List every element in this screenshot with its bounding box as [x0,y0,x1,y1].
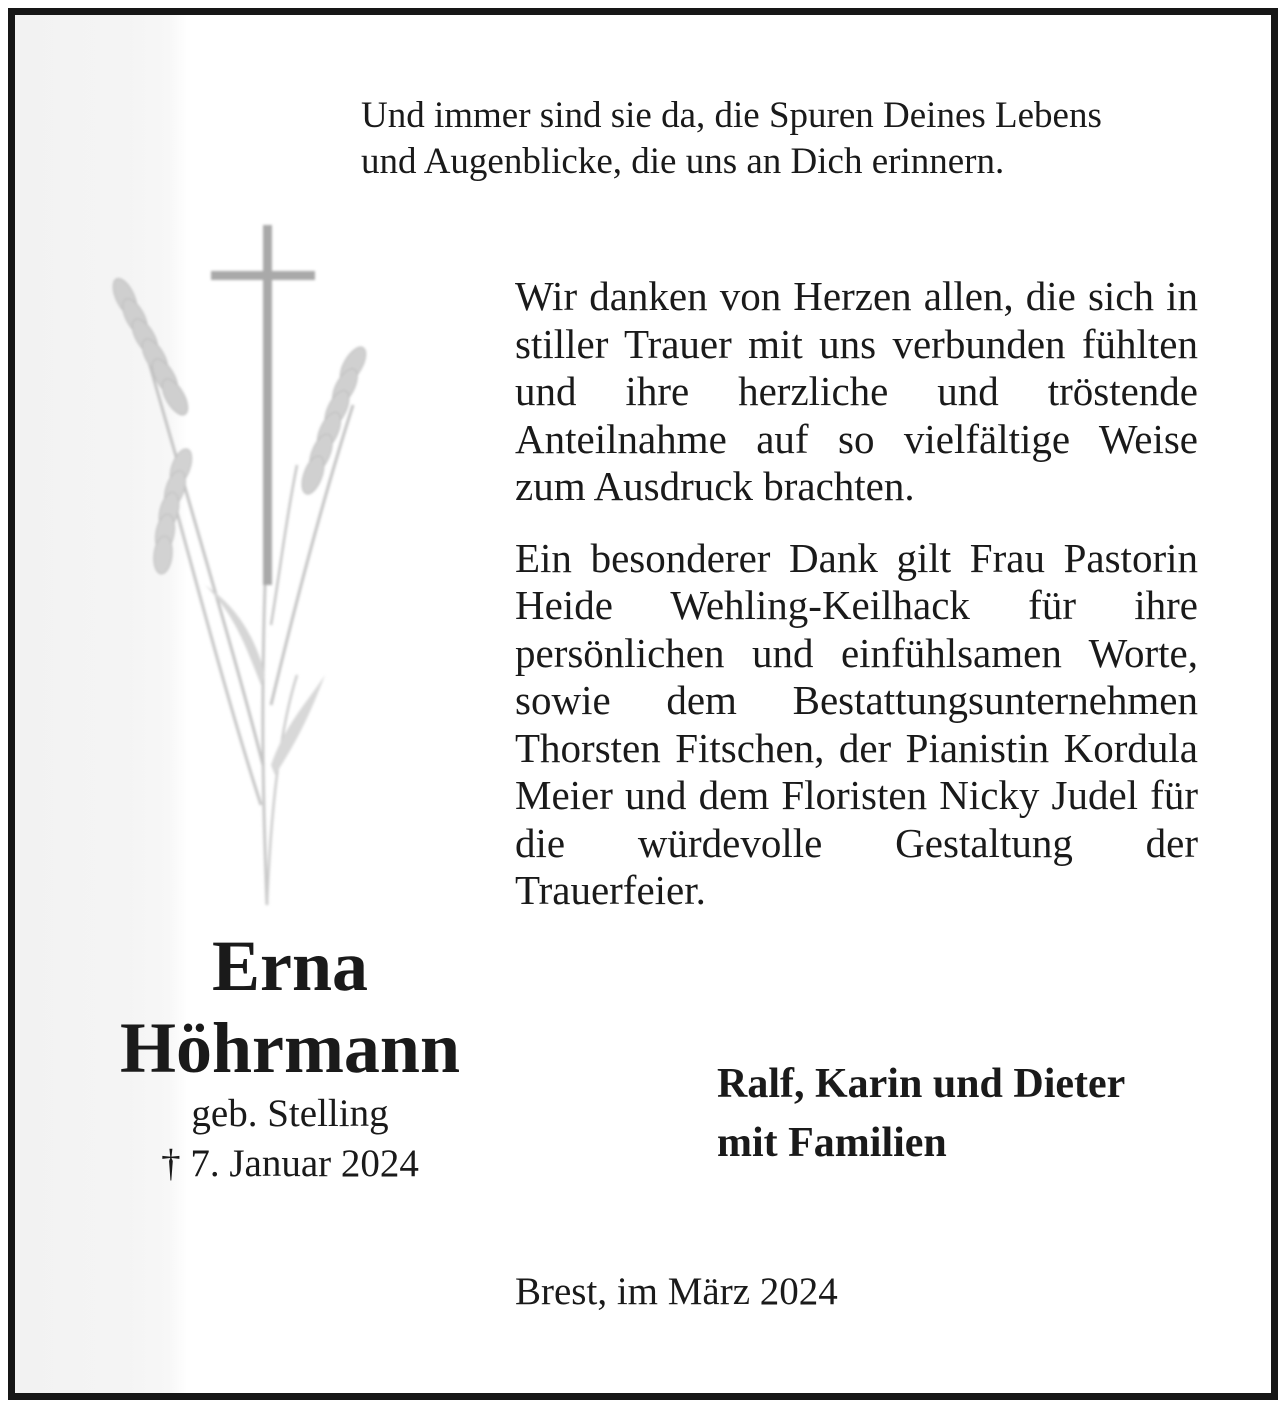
deceased-first-name: Erna [211,926,369,1006]
deceased-block [70,925,510,1189]
cross-with-wheat-icon [85,205,415,925]
obituary-card [8,8,1278,1400]
motto-verse [361,93,1221,185]
deceased-last-name: Höhrmann [119,1008,461,1088]
signers [717,1055,1125,1173]
motto-line-2: und Augenblicke, die uns an Dich erinnern. [361,141,1005,182]
deceased-maiden-name: geb. Stelling [191,1092,389,1135]
deceased-death-date: † 7. Januar 2024 [161,1142,419,1185]
thanks-paragraph-1: Wir danken von Herzen allen, die sich in stiller Trauer mit uns verbunden fühlten und ihre herzliche und tröstende Anteilnahme auf so vielfältige Weise zum Ausdruck brachten. [515,273,1198,509]
thanks-text [515,273,1198,915]
motto-line-1: Und immer sind sie da, die Spuren Deines Lebens [361,95,1102,136]
place-date: Brest, im März 2024 [515,1270,838,1313]
signers-line-2: mit Familien [717,1120,947,1166]
signers-line-1: Ralf, Karin und Dieter [717,1061,1126,1107]
thanks-paragraph-2: Ein besonderer Dank gilt Frau Pastorin Heide Wehling-Keilhack für ihre persönlichen und einfühlsamen Worte, sowie dem Bestattungsunternehmen Thorsten Fitschen, der Pianistin Kordula Meier und dem Floristen Nicky Judel für die würdevolle Gestaltung der Trauerfeier. [515,534,1198,913]
